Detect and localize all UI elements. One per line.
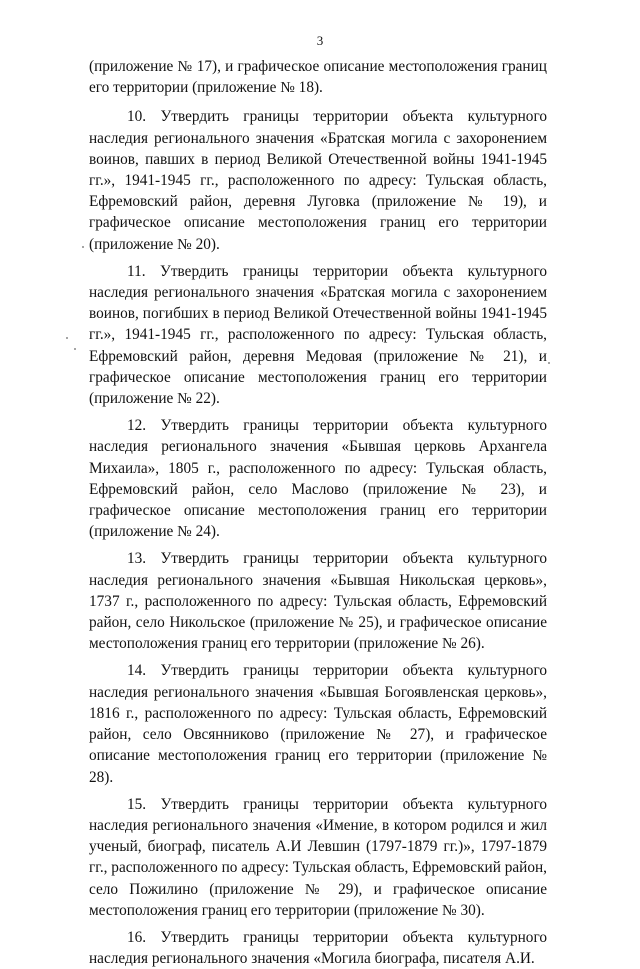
document-body [89, 56, 547, 969]
page-number: 3 [316, 33, 324, 48]
paragraph-item-14: 14. Утвердить границы территории объекта культурного наследия регионального значения «Бывшая Богоявленская церковь», 1816 г., расположенного по адресу: Тульская область, Ефремовский район, село Овсянниково (приложение № 27), и графическое описание местоположения границ его территории (приложение № 28). [89, 662, 547, 786]
scan-speck [74, 348, 76, 350]
paragraph-item-11: 11. Утвердить границы территории объекта культурного наследия регионального значения «Братская могила с захоронением воинов, погибших в период Великой Отечественной войны 1941-1945 гг.», 1941-1945 гг., расположенного по адресу: Тульская область, Ефремовский район, деревня Медовая (приложение № 21), и графическое описание местоположения границ его территории (приложение № 22). [89, 262, 547, 408]
scan-speck [548, 362, 550, 364]
paragraph-item-13: 13. Утвердить границы территории объекта культурного наследия регионального значения «Бывшая Никольская церковь», 1737 г., расположенного по адресу: Тульская область, Ефремовский район, село Никольское (приложение № 25), и графическое описание местоположения границ его территории (приложение № 26). [89, 550, 547, 653]
scan-speck [66, 337, 68, 339]
paragraph-item-12: 12. Утвердить границы территории объекта культурного наследия регионального значения «Бывшая церковь Архангела Михаила», 1805 г., расположенного по адресу: Тульская область, Ефремовский район, село Маслово (приложение № 23), и графическое описание местоположения границ его территории (приложение № 24). [89, 417, 547, 541]
paragraph-continuation: (приложение № 17), и графическое описание местоположения границ его территории (приложение № 18). [89, 58, 547, 97]
paragraph-item-15: 15. Утвердить границы территории объекта культурного наследия регионального значения «Имение, в котором родился и жил ученый, биограф, писатель А.И Левшин (1797-1879 гг.)», 1797-1879 гг., расположенного по адресу: Тульская область, Ефремовский район, село Пожилино (приложение № 29), и графическое описание местоположения границ его территории (приложение № 30). [89, 795, 547, 919]
paragraph-item-16: 16. Утвердить границы территории объекта культурного наследия регионального значения «Могила биографа, писателя А.И. [89, 928, 547, 968]
paragraph-item-10: 10. Утвердить границы территории объекта культурного наследия регионального значения «Братская могила с захоронением воинов, павших в период Великой Отечественной войны 1941-1945 гг.», 1941-1945 гг., расположенного по адресу: Тульская область, Ефремовский район, деревня Луговка (приложение № 19), и графическое описание местоположения границ его территории (приложение № 20). [89, 108, 547, 253]
scan-speck [82, 246, 84, 248]
